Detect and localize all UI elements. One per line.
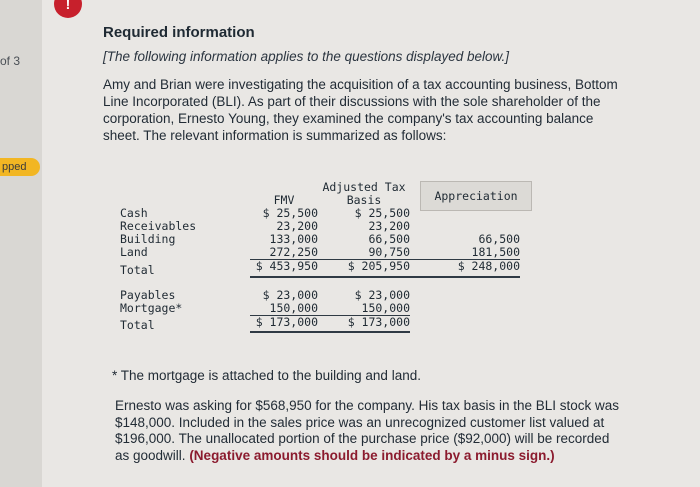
status-badge[interactable]: pped	[0, 158, 40, 176]
row-label: Total	[120, 262, 155, 277]
fmv-total: $ 453,950	[250, 260, 318, 277]
total-row	[120, 315, 520, 332]
row-label: Mortgage*	[120, 300, 183, 315]
header-basis-line2: Basis	[346, 193, 382, 207]
fmv-cell: 23,200	[276, 219, 318, 233]
footnote: * The mortgage is attached to the building and land.	[112, 368, 421, 383]
row-label: Total	[120, 318, 155, 332]
appreciation-cell: 181,500	[471, 245, 520, 259]
row-label: Building	[120, 232, 176, 246]
balance-sheet-table	[120, 181, 520, 333]
basis-total: $ 205,950	[318, 260, 410, 277]
row-label: Receivables	[120, 219, 197, 233]
fmv-cell: $ 25,500	[262, 206, 318, 220]
row-label: Cash	[120, 206, 148, 220]
table-row	[120, 302, 520, 316]
basis-total: $ 173,000	[318, 315, 410, 332]
fmv-cell: 150,000	[269, 300, 318, 315]
basis-cell: $ 25,500	[354, 206, 410, 220]
fmv-cell: $ 23,000	[262, 287, 318, 302]
row-label: Land	[120, 245, 148, 259]
basis-cell: 90,750	[368, 245, 410, 259]
header-basis-line1: Adjusted Tax	[322, 180, 406, 194]
table-row	[120, 233, 520, 246]
fmv-total: $ 173,000	[250, 315, 318, 332]
row-label: Payables	[120, 287, 176, 302]
intro-paragraph: Amy and Brian were investigating the acquisition of a tax accounting business, Bottom Line Incorporated (BLI). As part of their discussions with the sole shareholder of the corporation, Ernesto Young, they examined the company's tax accounting balance sheet. The relevant information is summarized as follows:	[103, 77, 618, 143]
table-row	[120, 246, 520, 260]
fmv-cell: 272,250	[269, 245, 318, 259]
header-appreciation: Appreciation	[420, 181, 532, 211]
page-title: Required information	[103, 24, 255, 41]
question-content	[103, 20, 663, 144]
closing-paragraph	[115, 398, 625, 464]
basis-cell: $ 23,000	[354, 287, 410, 302]
basis-cell: 23,200	[368, 219, 410, 233]
left-rail	[0, 0, 42, 487]
negative-amount-note: (Negative amounts should be indicated by a minus sign.)	[189, 447, 555, 463]
closing-text: Ernesto was asking for $568,950 for the company. His tax basis in the BLI stock was $148,000. Included in the sales price was an unrecognized customer list valued at $196,000. The unallocated portion of the purchase price ($92,000) will be recorded as goodwill.	[115, 398, 620, 463]
table-row	[120, 289, 520, 302]
total-row	[120, 260, 520, 277]
header-fmv: FMV	[273, 193, 295, 207]
fmv-cell: 133,000	[269, 232, 318, 246]
table-row	[120, 220, 520, 233]
page-indicator: of 3	[0, 54, 21, 68]
appreciation-total: $ 248,000	[410, 260, 520, 277]
appreciation-cell: 66,500	[478, 232, 520, 246]
basis-cell: 66,500	[368, 232, 410, 246]
subtitle: [The following information applies to the questions displayed below.]	[103, 49, 509, 64]
basis-cell: 150,000	[361, 300, 410, 315]
alert-icon: !	[54, 0, 82, 18]
